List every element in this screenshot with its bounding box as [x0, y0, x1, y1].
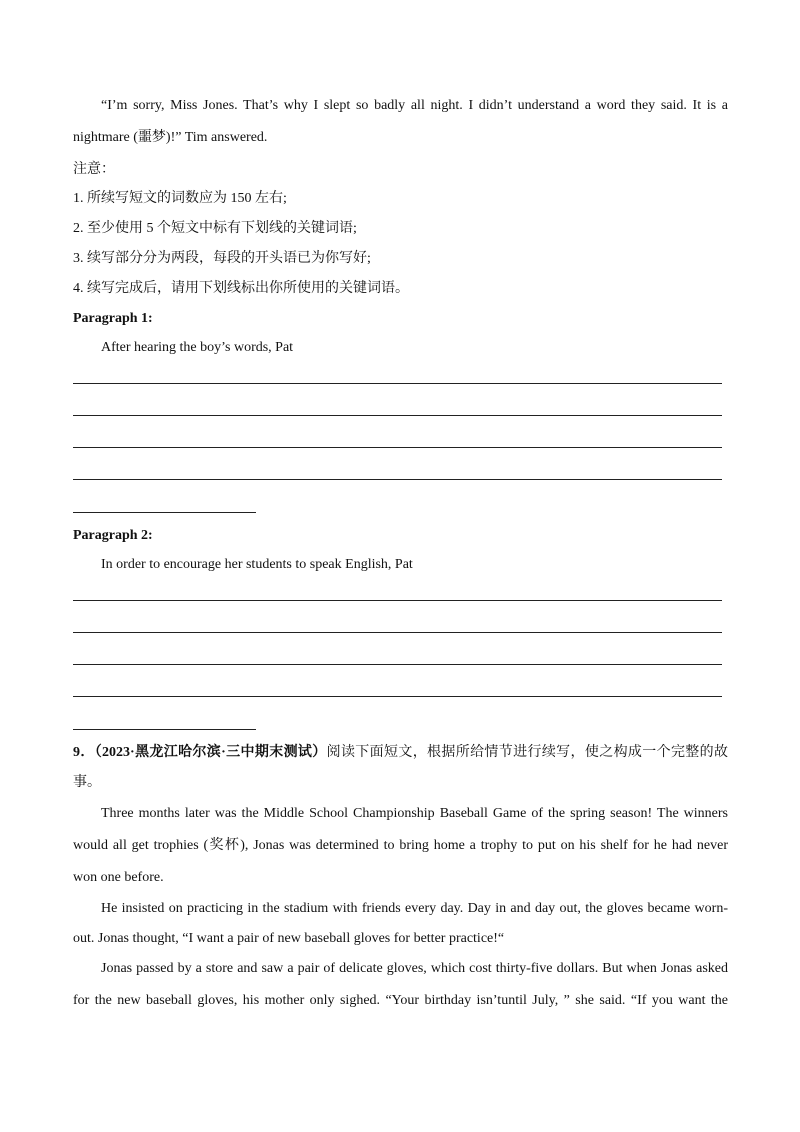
passage-line: Three months later was the Middle School Championship Baseball Game of the spring season! The winners: [101, 806, 728, 821]
paragraph-2-label: Paragraph 2:: [73, 528, 153, 543]
paragraph-2-opening: In order to encourage her students to speak English, Pat: [101, 557, 413, 572]
writing-line: [73, 632, 722, 633]
note-item-4: 4. 续写完成后，请用下划线标出你所使用的关键词语。: [73, 281, 409, 296]
writing-line: [73, 415, 722, 416]
passage-line: Jonas passed by a store and saw a pair of delicate gloves, which cost thirty-five dollars. But when Jonas asked: [101, 961, 728, 976]
passage-line: would all get trophies (奖杯), Jonas was determined to bring home a trophy to put on his shelf for he had never: [73, 838, 728, 853]
continuation-line-2: nightmare (噩梦)!” Tim answered.: [73, 130, 268, 145]
passage-line: He insisted on practicing in the stadium with friends every day. Day in and day out, the gloves became worn-: [101, 901, 728, 916]
question-9-header: [73, 743, 728, 763]
writing-line-short: [73, 512, 256, 513]
question-instruction: 阅读下面短文，根据所给情节进行续写，使之构成一个完整的故: [326, 745, 729, 760]
passage-line: won one before.: [73, 870, 164, 885]
writing-line: [73, 696, 722, 697]
writing-line: [73, 600, 722, 601]
passage-line: for the new baseball gloves, his mother only sighed. “Your birthday isn’tuntil July, ” she said. “If you want the: [73, 993, 728, 1008]
writing-line: [73, 664, 722, 665]
question-number: 9．: [73, 745, 95, 760]
writing-line: [73, 479, 722, 480]
note-item-1: 1. 所续写短文的词数应为 150 左右;: [73, 191, 287, 206]
paragraph-1-label: Paragraph 1:: [73, 311, 153, 326]
question-instruction-continued: 事。: [73, 775, 101, 790]
paragraph-1-opening: After hearing the boy’s words, Pat: [101, 340, 294, 355]
note-item-3: 3. 续写部分分为两段，每段的开头语已为你写好;: [73, 251, 371, 266]
writing-line: [73, 447, 722, 448]
writing-line-short: [73, 729, 256, 730]
continuation-line-1: “I’m sorry, Miss Jones. That’s why I slept so badly all night. I didn’t understand a word they said. It is a: [101, 98, 728, 113]
notes-heading: 注意：: [73, 162, 115, 177]
question-source: （2023·黑龙江哈尔滨·三中期末测试）: [94, 745, 327, 760]
passage-line: out. Jonas thought, “I want a pair of new baseball gloves for better practice!“: [73, 931, 505, 946]
note-item-2: 2. 至少使用 5 个短文中标有下划线的关键词语;: [73, 221, 357, 236]
writing-line: [73, 383, 722, 384]
